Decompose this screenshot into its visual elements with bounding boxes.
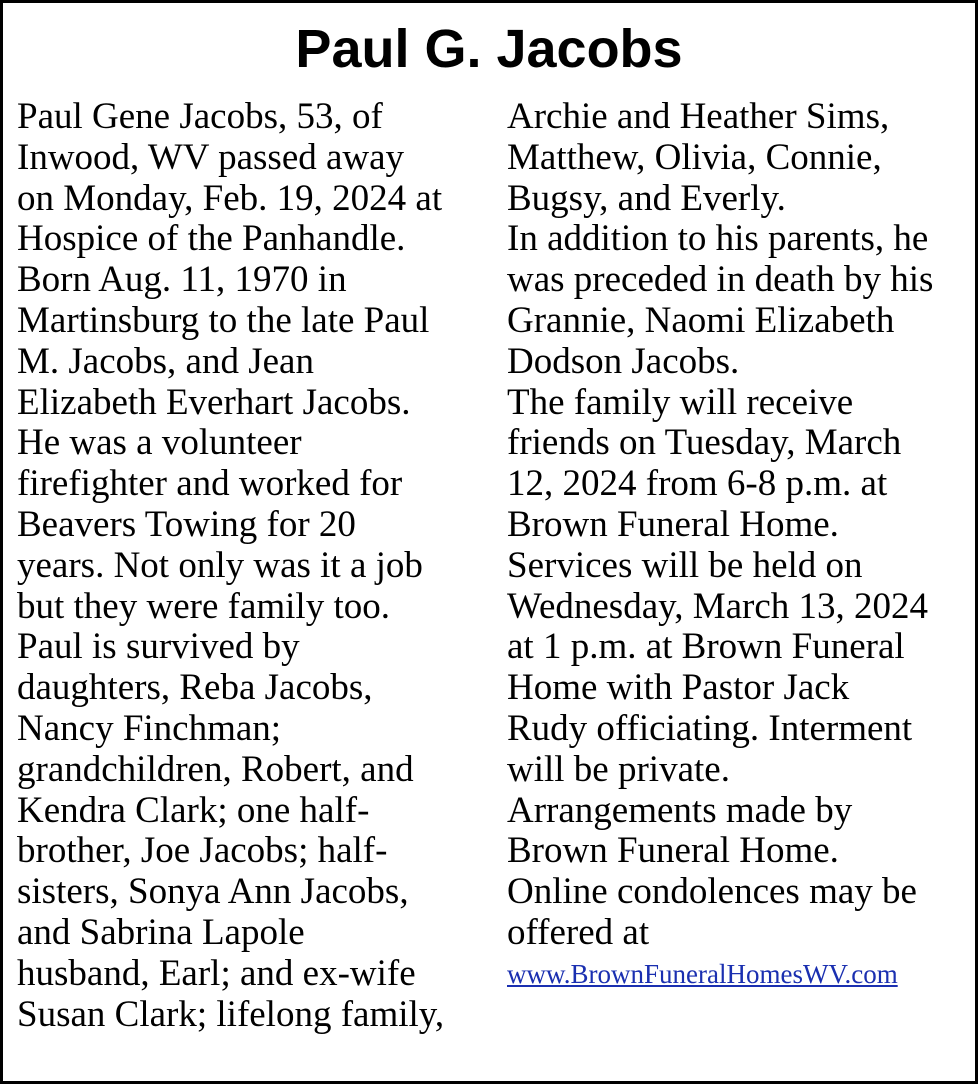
text-line: on Monday, Feb. 19, 2024 at — [17, 177, 443, 219]
text-line: Beavers Towing for 20 — [17, 503, 356, 545]
text-line: Nancy Finchman; — [17, 707, 282, 749]
text-line: Arrangements made by — [507, 789, 853, 831]
text-line: Home with Pastor Jack — [507, 667, 850, 709]
text-line: but they were family too. — [17, 585, 390, 627]
text-line: Elizabeth Everhart Jacobs. — [17, 381, 411, 423]
right-text-column — [507, 97, 967, 995]
text-line: Archie and Heather Sims, — [507, 96, 890, 137]
funeral-home-website-link[interactable]: www.BrownFuneralHomesWV.com — [507, 958, 898, 989]
text-line: Dodson Jacobs. — [507, 340, 740, 382]
text-line: was preceded in death by his — [507, 259, 934, 301]
text-line: Bugsy, and Everly. — [507, 177, 786, 219]
text-line: Paul is survived by — [17, 626, 300, 668]
text-line: brother, Joe Jacobs; half- — [17, 830, 388, 872]
text-line: husband, Earl; and ex-wife — [17, 952, 416, 994]
text-line: Brown Funeral Home. — [507, 503, 839, 545]
text-line: Brown Funeral Home. — [507, 830, 839, 872]
text-line: Susan Clark; lifelong family, — [17, 993, 445, 1035]
text-line: friends on Tuesday, March — [507, 422, 902, 464]
text-line: Grannie, Naomi Elizabeth — [507, 299, 895, 341]
text-line: grandchildren, Robert, and — [17, 748, 414, 790]
text-line: years. Not only was it a job — [17, 544, 423, 586]
text-line: Inwood, WV passed away — [17, 136, 405, 178]
text-line: Online condolences may be — [507, 871, 917, 913]
text-line: Kendra Clark; one half- — [17, 789, 370, 831]
text-line: Matthew, Olivia, Connie, — [507, 136, 882, 178]
text-line: daughters, Reba Jacobs, — [17, 667, 373, 709]
text-line: Rudy officiating. Interment — [507, 707, 913, 749]
text-line: offered at — [507, 911, 650, 953]
text-line: In addition to his parents, he — [507, 218, 929, 260]
text-line: M. Jacobs, and Jean — [17, 340, 314, 382]
text-line: He was a volunteer — [17, 422, 302, 464]
text-line: and Sabrina Lapole — [17, 911, 305, 953]
left-text-column — [17, 97, 487, 1035]
text-line: Paul Gene Jacobs, 53, of — [17, 96, 383, 137]
obituary-title: Paul G. Jacobs — [295, 19, 683, 79]
text-line: sisters, Sonya Ann Jacobs, — [17, 871, 409, 913]
text-line: Services will be held on — [507, 544, 863, 586]
text-line: The family will receive — [507, 381, 854, 423]
text-line: at 1 p.m. at Brown Funeral — [507, 626, 905, 668]
text-line: will be private. — [507, 748, 730, 790]
text-line: Martinsburg to the late Paul — [17, 299, 430, 341]
text-line: 12, 2024 from 6-8 p.m. at — [507, 463, 888, 505]
text-line: Born Aug. 11, 1970 in — [17, 259, 347, 301]
text-line: Hospice of the Panhandle. — [17, 218, 406, 260]
text-line: firefighter and worked for — [17, 463, 403, 505]
text-line: Wednesday, March 13, 2024 — [507, 585, 929, 627]
